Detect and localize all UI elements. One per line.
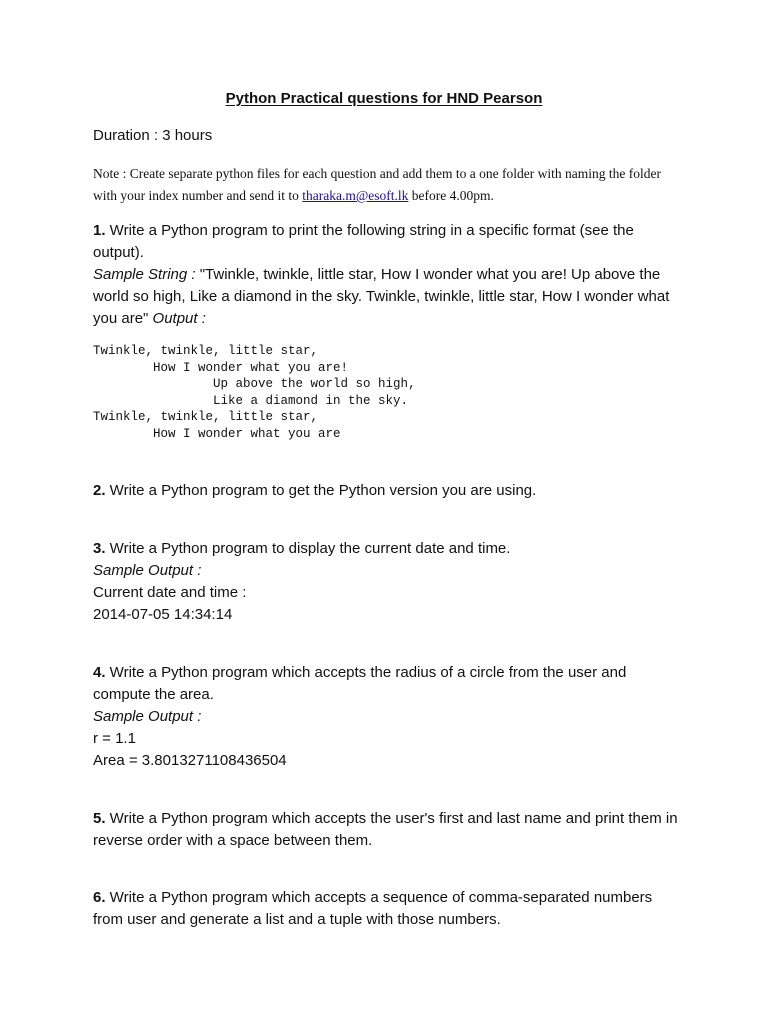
output-label: Output : [152,310,206,327]
question-number: 6. [93,889,106,906]
page-title: Python Practical questions for HND Pearson [225,90,543,107]
sample-output-line: r = 1.1 [93,730,136,747]
sample-output-label: Sample Output : [93,562,202,579]
question-text: Write a Python program to get the Python version you are using. [105,482,537,499]
question-text: Write a Python program to display the current date and time. [105,540,511,557]
question-2 [93,480,683,502]
question-6 [93,887,683,931]
question-3 [93,538,683,626]
question-text: Write a Python program which accepts a sequence of comma-separated numbers from user and generate a list and a tuple with those numbers. [93,889,653,928]
question-number: 5. [93,810,106,827]
question-number: 1. [93,222,106,239]
sample-output-label: Sample Output : [93,708,202,725]
question-text: Write a Python program which accepts the user's first and last name and print them in reverse order with a space between them. [93,810,678,849]
note-paragraph [93,163,683,207]
question-5 [93,808,683,852]
question-number: 4. [93,664,106,681]
question-1 [93,220,683,330]
sample-output-line: Area = 3.8013271108436504 [93,752,287,769]
question-number: 3. [93,540,106,557]
sample-output-line: 2014-07-05 14:34:14 [93,606,233,623]
question-text: Write a Python program which accepts the radius of a circle from the user and compute the area. [93,664,627,703]
question-number: 2. [93,482,106,499]
duration-text: Duration : 3 hours [93,127,213,144]
sample-string-text: "Twinkle, twinkle, little star, How I wonder what you are! Up above the world so high, Like a diamond in the sky. Twinkle, twinkle, little star, How I wonder what you are" [93,266,670,327]
note-text-after: before 4.00pm. [408,188,494,203]
sample-output-line: Current date and time : [93,584,247,601]
output-code-block: Twinkle, twinkle, little star, How I wonder what you are! Up above the world so high, Like a diamond in the sky. Twinkle, twinkle, little star, How I wonder what you are [93,344,416,441]
email-link[interactable]: tharaka.m@esoft.lk [302,188,409,203]
note-text-before: Note : Create separate python files for each question and add them to a one folder with naming the folder with your index number and send it to [93,166,661,203]
question-text: Write a Python program to print the following string in a specific format (see the output). [93,222,634,261]
question-4 [93,662,683,772]
sample-string-label: Sample String : [93,266,196,283]
